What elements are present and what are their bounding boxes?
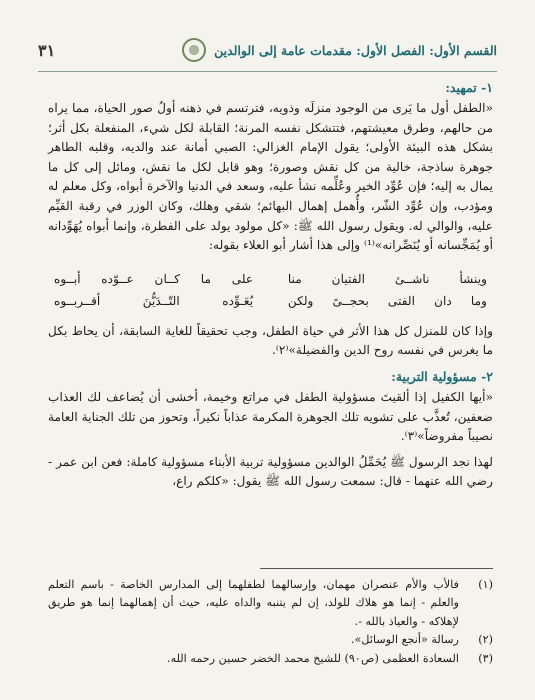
- poem-hemistich: وينشأ ناشــئ الفتيان منا: [287, 271, 487, 286]
- footnote-text: السعادة العظمى (ص٩٠) للشيخ محمد الخضر حسين رحمه الله.: [167, 651, 459, 665]
- section-heading: ١- تمهيد:: [445, 80, 493, 95]
- footnote: [48, 576, 493, 631]
- paragraph: لهذا نجد الرسول ﷺ يُحَمِّلُ الوالدين مسؤولية تربية الأبناء مسؤولية كاملة: فعن ابن عمر - رضي الله عنهما - قال: سمعت رسول الله ﷺ يقول: «كلكم راع،: [48, 454, 493, 489]
- ornament-icon: [182, 38, 206, 62]
- footnote-number: (١): [478, 578, 493, 591]
- footnotes: [48, 576, 493, 668]
- poem-hemistich: يُعَـوِّده التّــدَيُّنَ أقــربــوه: [54, 293, 254, 308]
- paragraph: «أيها الكفيل إذا ألقيتَ مسؤولية الطفل في مراتع وخيمة، أخشى أن يُضاعف لك العذاب ضعفين، تُعذَّب على تشويه تلك الجوهرة المكرمة عذاباً نكيراً، وتحوز من تلك الجناية العامة نصيباً مفروضاً»⁽٣⁾.: [48, 389, 493, 444]
- paragraph: «الطفل أول ما يَرى من الوجود منزلَه وذويه، فترتسم في ذهنه أولُ صور الحياة، مما يراه من حالهم، وطرق معيشتهم، فتتشكل نفسه المرنة؛ القابلة لكل شيء، المنفعلة بكل أثر؛ بشكل هذه البيئة الأولى؛ يقول الإمام الغزالي: الصبي أمانة عند والديه، وقلبه الطاهر جوهرة ساذجة، خالية من كل نقش وصورة؛ وهو قابل لكل ما نقش، ومائل إلى كل ما يمال به إليه؛ فإن عُوِّد الخير وعُلِّمه نشأ عليه، وسعد في الدنيا والآخرة أبواه، وكل معلم له ومؤدب، وإن عُوِّد الشّر، وأُهمل إهمال البهائم؛ شقي وهلك، وكان الوزر في رقبة القيِّم عليه، والوالي له. ويقول رسول الله ﷺ: «كل مولود يولد على الفطرة، وإنما أبواه يُهَوِّدانه أو يُمَجِّسانه أو يُنَصِّرانه»⁽¹⁾ وإلى هذا أشار أبو العلاء بقوله:: [48, 101, 493, 253]
- poem-verse: [48, 268, 493, 290]
- section-introduction: [48, 80, 493, 361]
- footnote: [48, 650, 493, 668]
- paragraph: وإذا كان للمنزل كل هذا الأثر في حياة الطفل، وجب تحقيقاً للغاية السابقة، أن يحاط بكل ما يغرس في نفسه روح الدين والفضيلة»⁽٢⁾.: [48, 323, 493, 358]
- page-number: ٣١: [38, 40, 56, 60]
- footnote-text: فالأب والأم عنصران مهمان، وإرسالهما لطفلهما إلى المدارس الخاصة - باسم التعلم والعلم - إنما هو هلاك للولد، إن لم يتنبه والداه عليه، حيث أن إهمالهما إنما هو طريق لإهلاكه - والعياذ بالله -.: [48, 578, 459, 628]
- section-heading: ٢- مسؤولية التربية:: [391, 368, 493, 384]
- footnote-divider: [260, 568, 493, 569]
- running-header: [38, 30, 497, 70]
- footnote: [48, 631, 493, 649]
- section-responsibility: [48, 369, 493, 492]
- poem-hemistich: وما دان الفتى بحجــىً ولكن: [287, 293, 487, 308]
- header-divider: [38, 71, 497, 72]
- footnote-number: (٢): [478, 633, 493, 647]
- poem-verse: [48, 290, 493, 312]
- poem: [48, 268, 493, 312]
- footnote-text: رسالة «أنجع الوسائل».: [350, 633, 459, 647]
- chapter-title: القسم الأول: الفصل الأول: مقدمات عامة إلى الوالدين: [214, 42, 497, 58]
- footnote-number: (٣): [478, 651, 493, 665]
- poem-hemistich: على ما كــان عــوّده أبــوه: [54, 271, 254, 286]
- main-text: [48, 80, 493, 492]
